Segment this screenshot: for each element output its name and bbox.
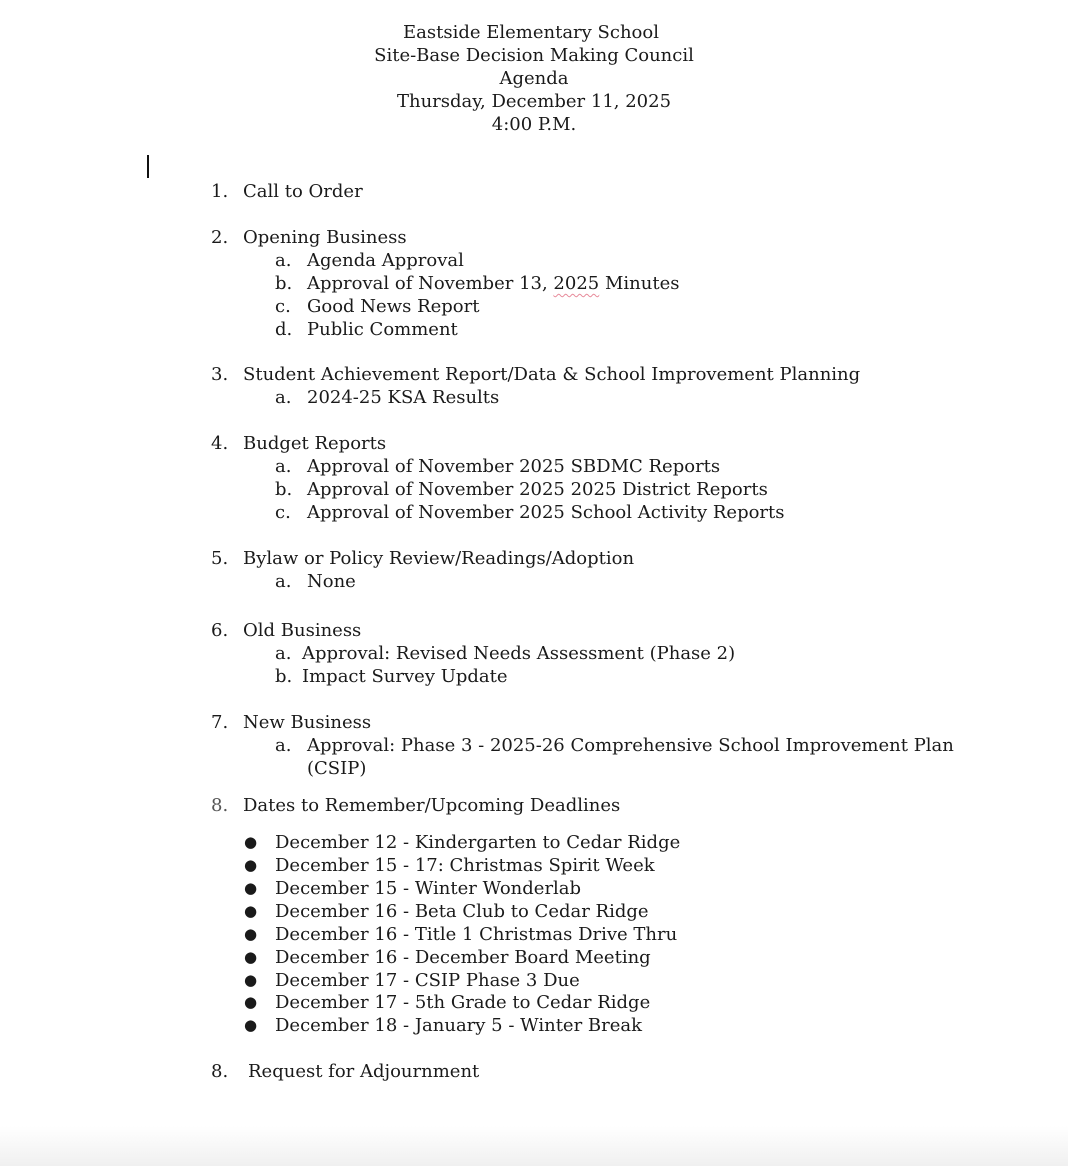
bullet-icon: ● <box>244 856 258 874</box>
sub-text: Approval of November 2025 School Activity Reports <box>307 502 785 523</box>
item-title: Bylaw or Policy Review/Readings/Adoption <box>243 548 635 569</box>
item-number: 3. <box>211 364 229 385</box>
council-name: Site-Base Decision Making Council <box>374 45 694 66</box>
sub-text: Approval of November 2025 SBDMC Reports <box>307 456 721 477</box>
sub-letter: a. <box>275 735 292 756</box>
school-name: Eastside Elementary School <box>403 22 659 43</box>
item-title: Budget Reports <box>243 433 387 454</box>
sub-letter: a. <box>275 250 292 271</box>
sub-text: Public Comment <box>307 319 458 340</box>
date-entry: December 17 - CSIP Phase 3 Due <box>275 970 580 991</box>
sub-text: Approval: Revised Needs Assessment (Phase 2) <box>302 643 736 664</box>
sub-letter: c. <box>275 296 291 317</box>
item-number: 2. <box>211 227 229 248</box>
sub-text: Agenda Approval <box>307 250 464 271</box>
bullet-icon: ● <box>244 879 258 897</box>
item-number: 1. <box>211 181 229 202</box>
date-entry: December 15 - Winter Wonderlab <box>275 878 582 899</box>
sub-text: None <box>307 571 356 592</box>
sub-text: Approval of November 2025 2025 District Reports <box>307 479 768 500</box>
item-number: 4. <box>211 433 229 454</box>
bullet-icon: ● <box>244 993 258 1011</box>
date-entry: December 15 - 17: Christmas Spirit Week <box>275 855 655 876</box>
bullet-icon: ● <box>244 833 258 851</box>
text-cursor <box>147 155 149 178</box>
meeting-date: Thursday, December 11, 2025 <box>396 91 672 112</box>
sub-letter: d. <box>275 319 293 340</box>
date-entry: December 12 - Kindergarten to Cedar Ridge <box>275 832 681 853</box>
item-number: 8. <box>211 795 229 816</box>
bullet-icon: ● <box>244 971 258 989</box>
sub-letter: a. <box>275 643 292 664</box>
sub-letter: a. <box>275 387 292 408</box>
spellcheck-flagged-word[interactable]: 2025 <box>553 273 600 294</box>
sub-text: 2024-25 KSA Results <box>307 387 500 408</box>
agenda-header <box>0 21 1068 136</box>
sub-text: Good News Report <box>307 296 480 317</box>
sub-letter: b. <box>275 479 293 500</box>
bullet-icon: ● <box>244 925 258 943</box>
item-title: Student Achievement Report/Data & School Improvement Planning <box>243 364 861 385</box>
sub-letter: b. <box>275 273 293 294</box>
item-title: New Business <box>243 712 372 733</box>
sub-text <box>307 272 679 295</box>
page-bottom-shadow <box>0 1126 1068 1166</box>
item-number: 8. <box>211 1061 229 1082</box>
meeting-time: 4:00 P.M. <box>491 114 577 135</box>
item-title: Old Business <box>243 620 362 641</box>
item-title: Opening Business <box>243 227 407 248</box>
date-entry: December 17 - 5th Grade to Cedar Ridge <box>275 992 651 1013</box>
bullet-icon: ● <box>244 948 258 966</box>
date-entry: December 18 - January 5 - Winter Break <box>275 1015 643 1036</box>
sub-letter: a. <box>275 456 292 477</box>
sub-text: Impact Survey Update <box>302 666 508 687</box>
sub-letter: c. <box>275 502 291 523</box>
sub-letter: b. <box>275 666 293 687</box>
sub-text-part: Approval of November 13, <box>307 273 554 294</box>
date-entry: December 16 - Beta Club to Cedar Ridge <box>275 901 649 922</box>
sub-text: Approval: Phase 3 - 2025-26 Comprehensive School Improvement Plan <box>307 735 954 756</box>
item-number: 7. <box>211 712 229 733</box>
item-number: 5. <box>211 548 229 569</box>
sub-text-part: Minutes <box>599 273 680 294</box>
date-entry: December 16 - December Board Meeting <box>275 947 651 968</box>
bullet-icon: ● <box>244 902 258 920</box>
item-title: Request for Adjournment <box>248 1061 480 1082</box>
sub-text: (CSIP) <box>307 758 367 779</box>
sub-letter: a. <box>275 571 292 592</box>
item-title: Call to Order <box>243 181 363 202</box>
date-entry: December 16 - Title 1 Christmas Drive Thru <box>275 924 678 945</box>
document-type: Agenda <box>499 68 569 89</box>
item-title: Dates to Remember/Upcoming Deadlines <box>243 795 621 816</box>
bullet-icon: ● <box>244 1016 258 1034</box>
item-number: 6. <box>211 620 229 641</box>
